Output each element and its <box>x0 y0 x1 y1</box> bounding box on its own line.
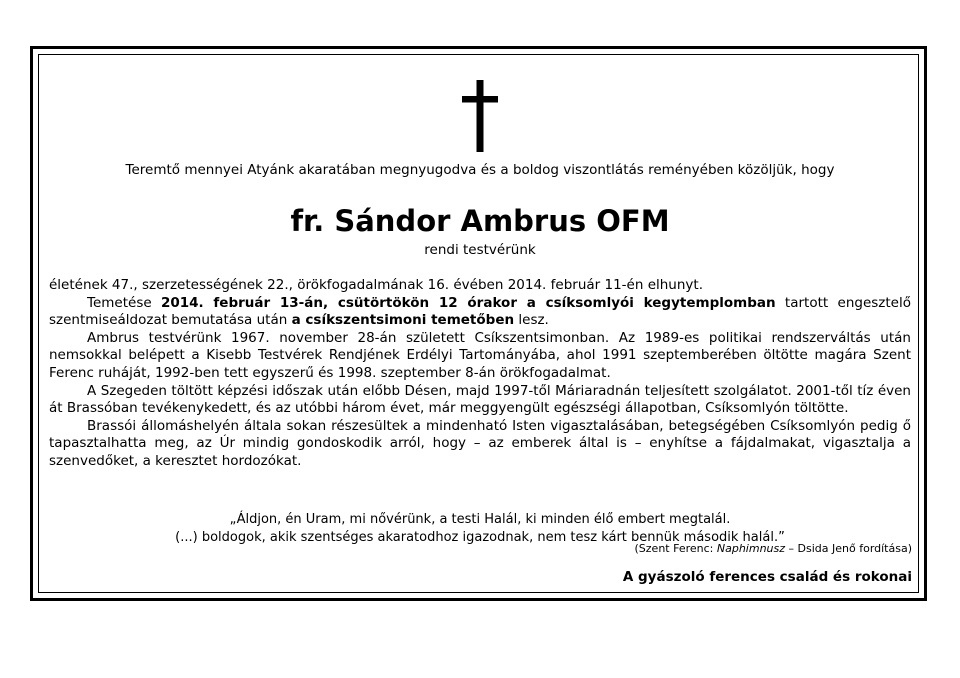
notice-body <box>49 277 911 471</box>
funeral-text-end: lesz. <box>514 312 549 329</box>
paragraph-biography: Ambrus testvérünk 1967. november 28-án született Csíkszentsimonban. Az 1989-es politikai rendszerváltás után nemsokkal belépett a Kisebb Testvérek Rendjének Erdélyi Tartományába, ahol 1991 szeptemberében öltötte magára Szent Ferenc ruháját, 1992-ben tett egyszerű és 1998. szeptember 8-án örökfogadalmat. <box>49 329 911 381</box>
quote-line-2: (...) boldogok, akik szentséges akaratodhoz igazodnak, nem tesz kárt bennük második halál.” <box>175 529 785 545</box>
paragraph-ministry: Brassói állomáshelyén általa sokan részesültek a mindenható Isten vigasztalásában, betegségében Csíksomlyón pedig ő tapasztalhatta meg, az Úr mindig gondoskodik arról, hogy – az emberek által is – enyhítse a fájdalmakat, vigasztalja a szenvedőket, a keresztet hordozókat. <box>49 417 911 469</box>
latin-cross-icon <box>462 80 498 152</box>
quote-source <box>635 542 913 555</box>
quote-source-author: (Szent Ferenc: <box>634 542 717 555</box>
quote-source-title: Naphimnusz <box>716 542 786 555</box>
paragraph-service: A Szegeden töltött képzési időszak után előbb Désen, majd 1997-től Máriaradnán teljesített szolgálatot. 2001-től tíz éven át Brassóban tevékenykedett, és az utóbbi három évet, már meggyengült egészségi állapotban, Csíksomlyón töltötte. <box>49 382 911 417</box>
signature: A gyászoló ferences család és rokonai <box>622 569 912 585</box>
funeral-text-start: Temetése <box>87 294 161 311</box>
paragraph-death: életének 47., szerzetességének 22., örökfogadalmának 16. évében 2014. február 11-én elhunyt. <box>49 277 703 293</box>
paragraph-funeral <box>49 295 911 330</box>
funeral-date-place: 2014. február 13-án, csütörtökön 12 órakor a csíksomlyói kegytemplomban <box>160 294 776 311</box>
quote-block <box>0 511 960 546</box>
quote-line-1: „Áldjon, én Uram, mi nővérünk, a testi Halál, ki minden élő embert megtalál. <box>229 512 731 527</box>
deceased-role: rendi testvérünk <box>424 242 536 258</box>
deceased-name: fr. Sándor Ambrus OFM <box>290 204 670 238</box>
quote-source-translator: – Dsida Jenő fordítása) <box>785 542 912 555</box>
intro-line: Teremtő mennyei Atyánk akaratában megnyugodva és a boldog viszontlátás reményében közöljük, hogy <box>125 162 835 178</box>
funeral-text-middle: tartott engesztelő szentmiseáldozat bemutatása után <box>49 294 911 329</box>
funeral-cemetery: a csíkszentsimoni temetőben <box>291 312 515 329</box>
